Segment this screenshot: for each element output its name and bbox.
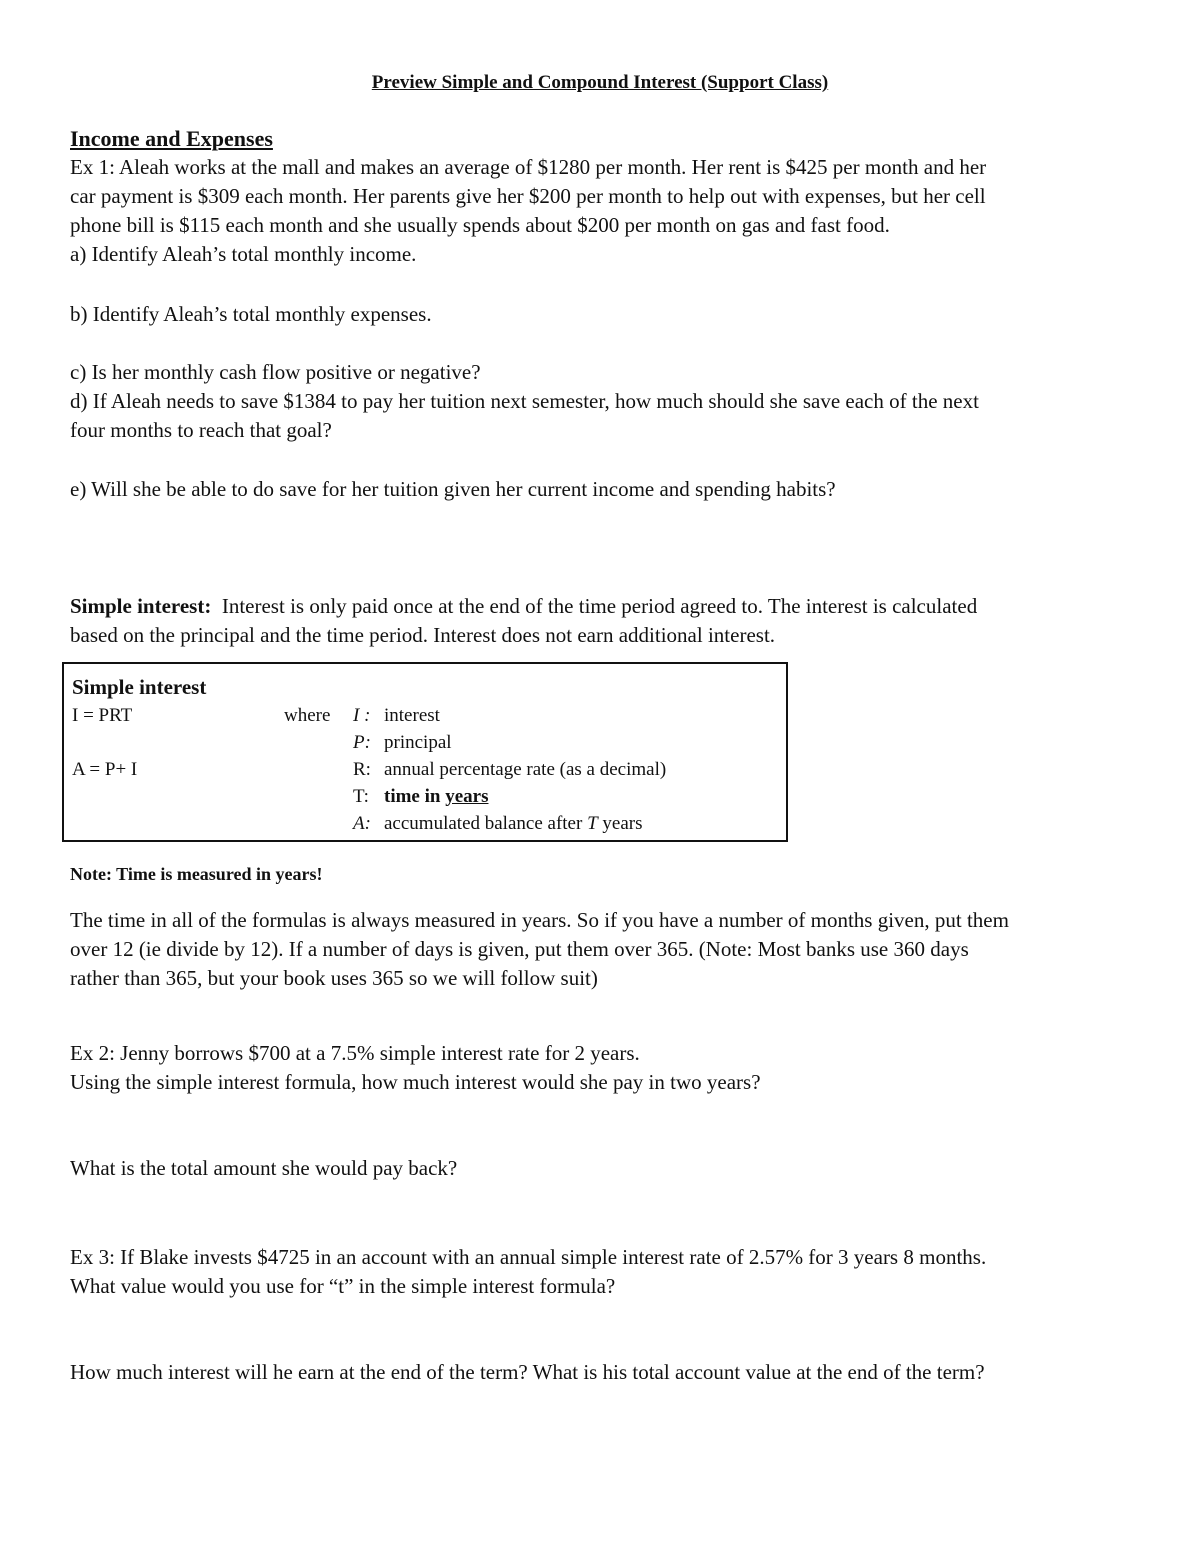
var-r-symbol: R: bbox=[353, 759, 371, 780]
var-t-def-a: time in bbox=[384, 786, 446, 807]
time-line-1: The time in all of the formulas is always measured in years. So if you have a number of months given, put them bbox=[70, 908, 1009, 932]
var-a-def-a: accumulated balance after bbox=[384, 813, 588, 834]
income-expenses-section bbox=[70, 124, 1140, 269]
ex2-line-1: Ex 2: Jenny borrows $700 at a 7.5% simple interest rate for 2 years. bbox=[70, 1041, 640, 1065]
var-p-def: principal bbox=[384, 732, 452, 753]
var-t-def bbox=[384, 783, 488, 810]
example-3 bbox=[70, 1243, 1140, 1301]
formula-box-title: Simple interest bbox=[72, 675, 207, 699]
var-r-def: annual percentage rate (as a decimal) bbox=[384, 759, 667, 780]
ex3-question-2: How much interest will he earn at the end of the term? What is his total account value at the end of the term? bbox=[70, 1360, 985, 1384]
time-explanation bbox=[70, 906, 1140, 993]
var-a-def-t: T bbox=[587, 813, 598, 834]
var-a-def bbox=[384, 810, 642, 837]
var-a-symbol: A: bbox=[353, 813, 371, 834]
ex2-line-2: Using the simple interest formula, how much interest would she pay in two years? bbox=[70, 1070, 761, 1094]
question-c: c) Is her monthly cash flow positive or negative? bbox=[70, 360, 481, 384]
question-b: b) Identify Aleah’s total monthly expenses. bbox=[70, 302, 432, 326]
document-title: Preview Simple and Compound Interest (Support Class) bbox=[371, 72, 829, 93]
example-2 bbox=[70, 1039, 1140, 1097]
ex3-line-2: What value would you use for “t” in the simple interest formula? bbox=[70, 1274, 616, 1298]
var-p-symbol: P: bbox=[353, 732, 371, 753]
var-i-def: interest bbox=[384, 705, 440, 726]
time-line-2: over 12 (ie divide by 12). If a number of days is given, put them over 365. (Note: Most banks use 360 days bbox=[70, 937, 969, 961]
question-a: a) Identify Aleah’s total monthly income. bbox=[70, 242, 417, 266]
var-t-def-years: years bbox=[445, 786, 489, 807]
var-i-symbol: I : bbox=[353, 705, 371, 726]
ex1-line-2: car payment is $309 each month. Her parents give her $200 per month to help out with expenses, but her cell bbox=[70, 184, 986, 208]
where-label: where bbox=[284, 705, 331, 726]
section-heading: Income and Expenses bbox=[70, 126, 273, 151]
question-e: e) Will she be able to do save for her tuition given her current income and spending habits? bbox=[70, 477, 836, 501]
ex1-line-1: Ex 1: Aleah works at the mall and makes an average of $1280 per month. Her rent is $425 per month and her bbox=[70, 155, 987, 179]
formula-interest: I = PRT bbox=[72, 705, 133, 726]
note-time: Note: Time is measured in years! bbox=[70, 864, 323, 884]
question-d-line-1: d) If Aleah needs to save $1384 to pay her tuition next semester, how much should she save each of the next bbox=[70, 389, 979, 413]
simple-interest-line-1: Interest is only paid once at the end of the time period agreed to. The interest is calculated bbox=[211, 594, 978, 618]
formula-amount: A = P+ I bbox=[72, 759, 138, 780]
formula-box bbox=[62, 662, 788, 842]
var-a-def-b: years bbox=[597, 813, 643, 834]
var-t-symbol: T: bbox=[353, 786, 369, 807]
simple-interest-line-2: based on the principal and the time period. Interest does not earn additional interest. bbox=[70, 623, 776, 647]
time-line-3: rather than 365, but your book uses 365 so we will follow suit) bbox=[70, 966, 598, 990]
simple-interest-label: Simple interest: bbox=[70, 594, 212, 618]
questions-c-d bbox=[70, 358, 1140, 445]
ex2-question-2: What is the total amount she would pay back? bbox=[70, 1156, 458, 1180]
question-d-line-2: four months to reach that goal? bbox=[70, 418, 332, 442]
ex3-line-1: Ex 3: If Blake invests $4725 in an account with an annual simple interest rate of 2.57% for 3 years 8 months. bbox=[70, 1245, 987, 1269]
simple-interest-definition bbox=[70, 592, 1140, 650]
ex1-line-3: phone bill is $115 each month and she usually spends about $200 per month on gas and fast food. bbox=[70, 213, 890, 237]
